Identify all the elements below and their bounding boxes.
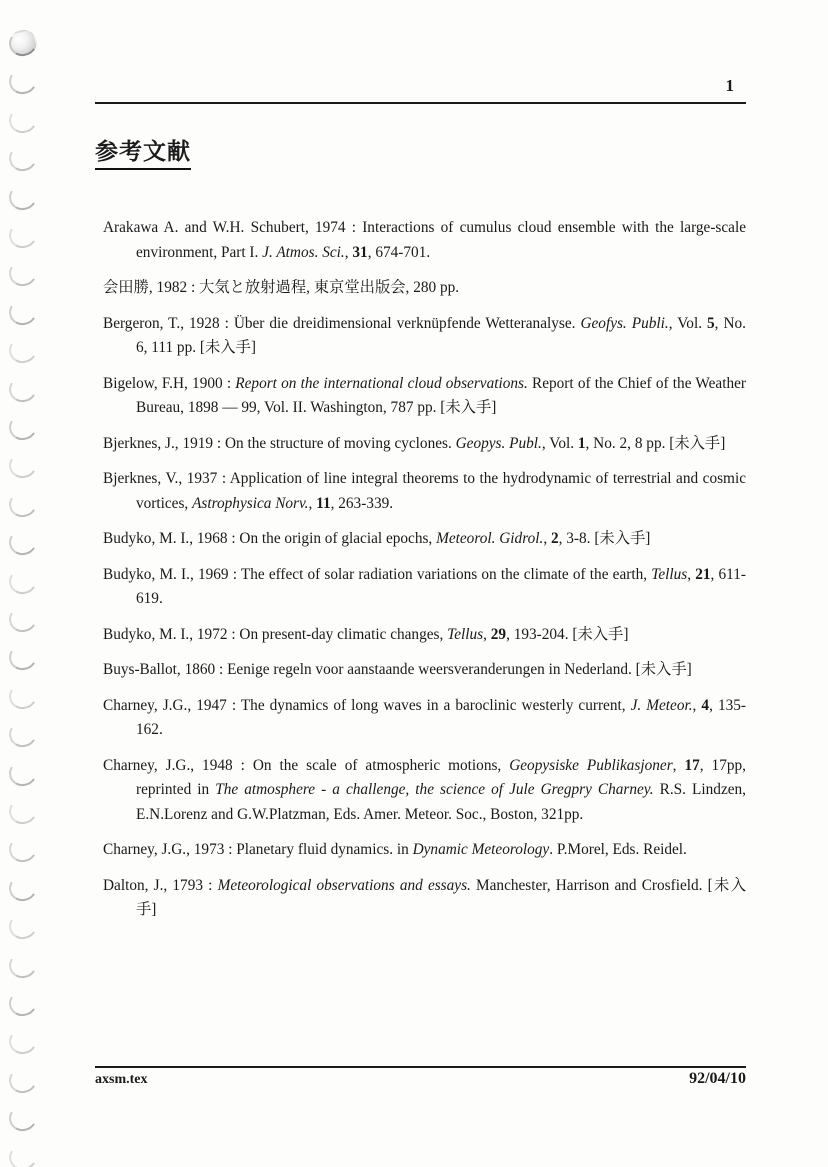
binding-hole [6, 565, 39, 597]
binding-hole [6, 987, 39, 1019]
footer-date: 92/04/10 [689, 1070, 746, 1087]
binding-hole [6, 833, 39, 865]
binding-hole [6, 219, 39, 251]
page-title: 参考文献 [95, 133, 191, 170]
binding-hole [6, 1102, 39, 1134]
reference-entry: Charney, J.G., 1947 : The dynamics of long waves in a baroclinic westerly current, J. Meteor., 4, 135-162. [103, 696, 746, 738]
binding-hole [6, 449, 39, 481]
reference-entry: Bjerknes, V., 1937 : Application of line integral theorems to the hydrodynamic of terrestrial and cosmic vortices, Astrophysica Norv., 11, 263-339. [103, 470, 746, 512]
binding-hole [6, 718, 39, 750]
page-number: 1 [725, 76, 734, 95]
binding-hole [6, 181, 39, 213]
binding-hole [6, 910, 39, 942]
reference-entry: Budyko, M. I., 1972 : On present-day climatic changes, Tellus, 29, 193-204. [未入手] [103, 625, 629, 643]
binding-hole [6, 142, 39, 174]
binding-hole [6, 27, 39, 59]
reference-entry: Buys-Ballot, 1860 : Eenige regeln voor aanstaande weersveranderungen in Nederland. [未入手] [103, 661, 692, 678]
reference-entry: Charney, J.G., 1948 : On the scale of atmospheric motions, Geopysiske Publikasjoner, 17, 17pp, reprinted in The atmosphere - a challenge, the science of Jule Gregpry Charney. R.S. Lindzen, E.N.Lorenz and G.W.Platzman, Eds. Amer. Meteor. Soc., Boston, 321pp. [103, 756, 746, 823]
reference-entry: Charney, J.G., 1973 : Planetary fluid dynamics. in Dynamic Meteorology. P.Morel, Eds. Reidel. [103, 841, 687, 858]
binding-hole [6, 257, 39, 289]
binding-hole [6, 641, 39, 673]
binding-hole [6, 680, 39, 712]
reference-entry: Arakawa A. and W.H. Schubert, 1974 : Interactions of cumulus cloud ensemble with the large-scale environment, Part I. J. Atmos. Sci., 31, 674-701. [103, 219, 746, 261]
binding-hole [6, 1141, 39, 1167]
reference-entry: Dalton, J., 1793 : Meteorological observations and essays. Manchester, Harrison and Crosfield. [未入手] [103, 876, 746, 918]
binding-hole [6, 1064, 39, 1096]
binding-hole [6, 526, 39, 558]
binding-hole [6, 872, 39, 904]
reference-entry: Budyko, M. I., 1968 : On the origin of glacial epochs, Meteorol. Gidrol., 2, 3-8. [未入手] [103, 530, 651, 547]
binding-hole [6, 334, 39, 366]
footer-rule [95, 1066, 746, 1068]
references-list [103, 216, 746, 934]
binding-hole [6, 411, 39, 443]
binding-hole [6, 373, 39, 405]
reference-entry: 会田勝, 1982 : 大気と放射過程, 東京堂出版会, 280 pp. [103, 279, 460, 296]
reference-entry: Budyko, M. I., 1969 : The effect of solar radiation variations on the climate of the earth, Tellus, 21, 611-619. [103, 565, 746, 607]
binding-hole [6, 1025, 39, 1057]
binding-hole [6, 949, 39, 981]
reference-entry: Bjerknes, J., 1919 : On the structure of moving cyclones. Geopys. Publ., Vol. 1, No. 2, 8 pp. [未入手] [103, 434, 726, 452]
binding-hole [6, 65, 39, 97]
footer-filename: axsm.tex [95, 1072, 148, 1087]
binding-hole [6, 488, 39, 520]
binding-hole [6, 296, 39, 328]
binding-hole [6, 104, 39, 136]
reference-entry: Bergeron, T., 1928 : Über die dreidimensional verknüpfende Wetteranalyse. Geofys. Publi., Vol. 5, No. 6, 111 pp. [未入手] [103, 314, 746, 356]
binding-hole [6, 603, 39, 635]
binding-hole [6, 757, 39, 789]
header-rule [95, 102, 746, 104]
binding-hole [6, 795, 39, 827]
reference-entry: Bigelow, F.H, 1900 : Report on the international cloud observations. Report of the Chief of the Weather Bureau, 1898 — 99, Vol. II. Washington, 787 pp. [未入手] [103, 374, 746, 416]
